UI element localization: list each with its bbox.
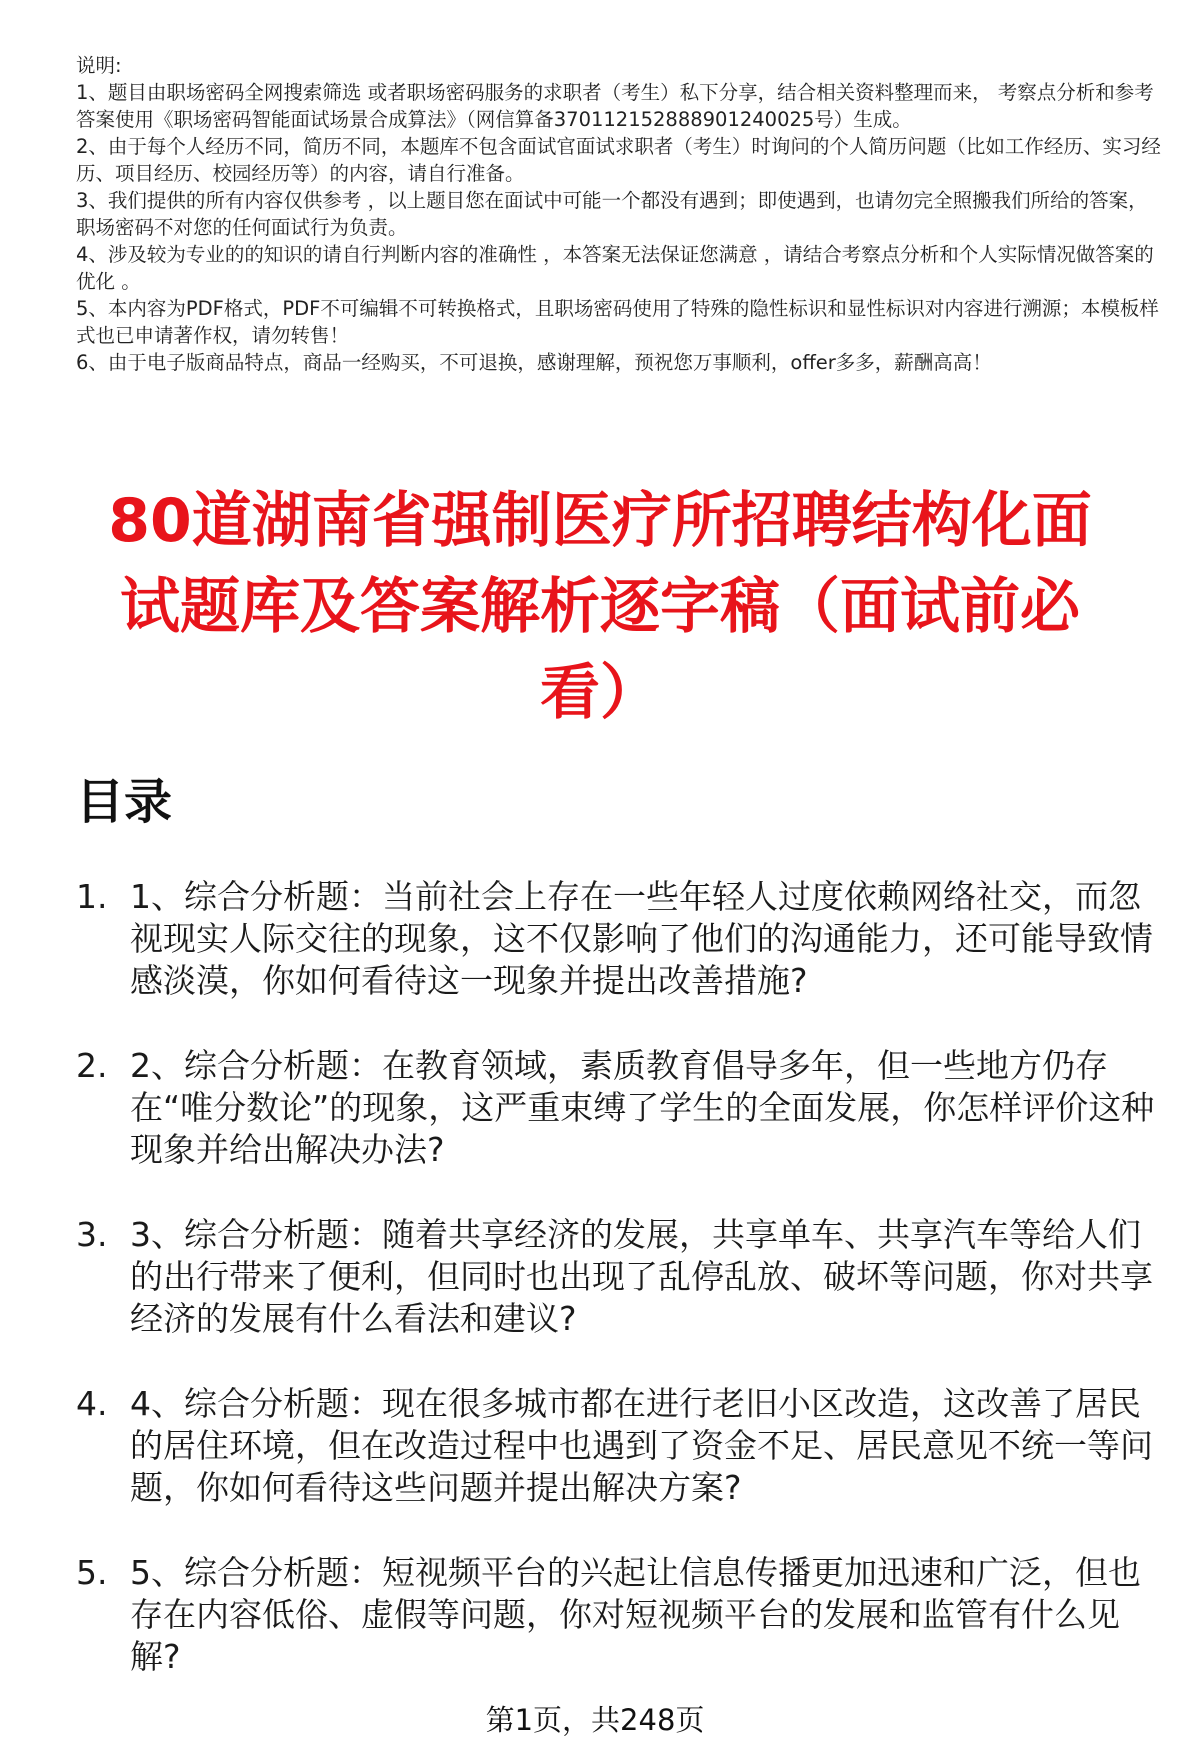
note-item: 3、我们提供的所有内容仅供参考 ，以上题目您在面试中可能一个都没有遇到；即使遇到，也请勿完全照搬我们所给的答案，职场密码不对您的任何面试行为负责。: [76, 189, 1148, 239]
toc-item-number: 1.: [76, 877, 108, 916]
toc-item-number: 2.: [76, 1046, 108, 1085]
toc-item[interactable]: [76, 1214, 1166, 1340]
note-item: 6、由于电子版商品特点，商品一经购买，不可退换，感谢理解，预祝您万事顺利，offer多多，薪酬高高！: [76, 351, 992, 374]
toc-item[interactable]: [76, 1383, 1166, 1509]
disclaimer-notes: [76, 52, 1166, 376]
toc-item-number: 3.: [76, 1215, 108, 1254]
note-item: 2、由于每个人经历不同，简历不同，本题库不包含面试官面试求职者（考生）时询问的个人简历问题（比如工作经历、实习经历、项目经历、校园经历等）的内容，请自行准备。: [76, 135, 1161, 185]
toc-item-text: 3、综合分析题：随着共享经济的发展，共享单车、共享汽车等给人们的出行带来了便利，但同时也出现了乱停乱放、破坏等问题，你对共享经济的发展有什么看法和建议?: [130, 1215, 1153, 1338]
note-item: 5、本内容为PDF格式，PDF不可编辑不可转换格式，且职场密码使用了特殊的隐性标识和显性标识对内容进行溯源；本模板样式也已申请著作权，请勿转售！: [76, 297, 1159, 347]
toc-item-text: 2、综合分析题：在教育领域，素质教育倡导多年，但一些地方仍存在“唯分数论”的现象，这严重束缚了学生的全面发展，你怎样评价这种现象并给出解决办法?: [130, 1046, 1155, 1169]
page-footer: 第1页，共248页: [485, 1703, 705, 1737]
notes-heading: 说明:: [76, 54, 122, 77]
document-title: 80道湖南省强制医疗所招聘结构化面试题库及答案解析逐字稿（面试前必看）: [108, 486, 1092, 728]
toc-item-number: 4.: [76, 1384, 108, 1423]
toc-heading: 目录: [76, 774, 173, 830]
toc-item[interactable]: [76, 1045, 1166, 1171]
table-of-contents: [76, 876, 1166, 1721]
toc-item[interactable]: [76, 1552, 1166, 1678]
toc-item-number: 5.: [76, 1553, 108, 1592]
toc-item-text: 1、综合分析题：当前社会上存在一些年轻人过度依赖网络社交，而忽视现实人际交往的现象，这不仅影响了他们的沟通能力，还可能导致情感淡漠，你如何看待这一现象并提出改善措施?: [130, 877, 1153, 1000]
toc-item-text: 4、综合分析题：现在很多城市都在进行老旧小区改造，这改善了居民的居住环境，但在改造过程中也遇到了资金不足、居民意见不统一等问题，你如何看待这些问题并提出解决方案?: [130, 1384, 1153, 1507]
note-item: 4、涉及较为专业的的知识的请自行判断内容的准确性 ，本答案无法保证您满意 ，请结合考察点分析和个人实际情况做答案的优化 。: [76, 243, 1154, 293]
note-item: 1、题目由职场密码全网搜索筛选 或者职场密码服务的求职者（考生）私下分享，结合相关资料整理而来， 考察点分析和参考答案使用《职场密码智能面试场景合成算法》（网信算备370112152888901240025号）生成。: [76, 81, 1154, 131]
toc-item[interactable]: [76, 876, 1166, 1002]
toc-item-text: 5、综合分析题：短视频平台的兴起让信息传播更加迅速和广泛，但也存在内容低俗、虚假等问题，你对短视频平台的发展和监管有什么见解?: [130, 1553, 1141, 1676]
